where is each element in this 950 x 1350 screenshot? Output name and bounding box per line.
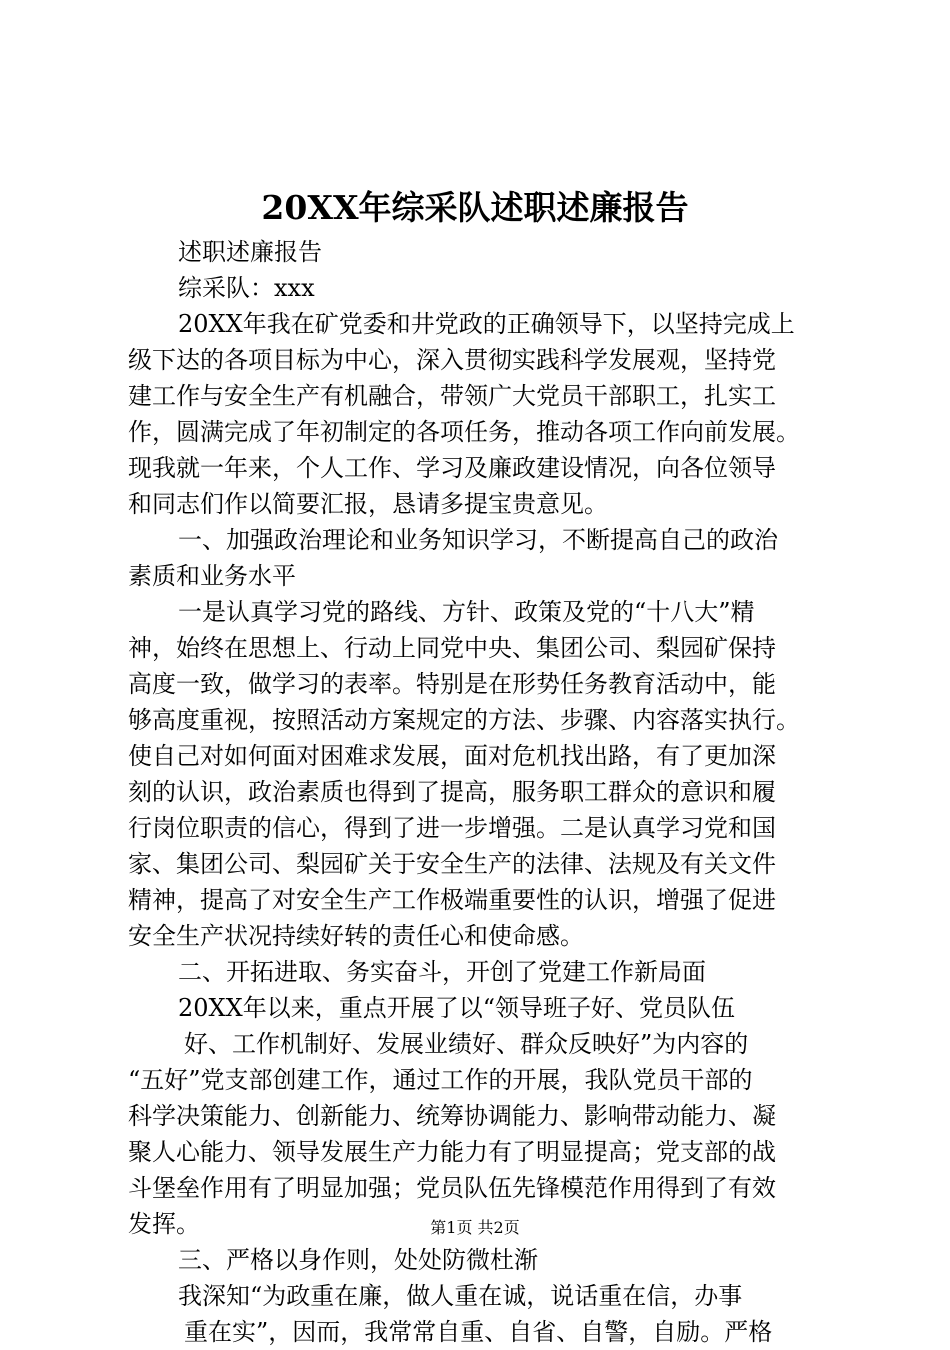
body-line: 使自己对如何面对困难求发展，面对危机找出路，有了更加深	[128, 742, 776, 770]
body-line: 述职述廉报告	[178, 238, 322, 266]
body-line: 斗堡垒作用有了明显加强；党员队伍先锋模范作用得到了有效	[128, 1174, 776, 1202]
section-heading: 三、严格以身作则，处处防微杜渐	[178, 1246, 538, 1274]
body-line: 和同志们作以简要汇报，恳请多提宝贵意见。	[128, 490, 608, 518]
body-line: 好、工作机制好、发展业绩好、群众反映好”为内容的	[184, 1030, 749, 1058]
body-line: 建工作与安全生产有机融合，带领广大党员干部职工，扎实工	[128, 382, 776, 410]
body-line: 刻的认识，政治素质也得到了提高，服务职工群众的意识和履	[128, 778, 776, 806]
document-title: 20XX年综采队述职述廉报告	[261, 188, 689, 227]
body-line: 20XX年我在矿党委和井党政的正确领导下，以坚持完成上	[178, 310, 795, 338]
body-line: 精神，提高了对安全生产工作极端重要性的认识，增强了促进	[128, 886, 776, 914]
page-number: 第1页 共2页	[430, 1218, 520, 1237]
body-line: 作，圆满完成了年初制定的各项任务，推动各项工作向前发展。	[128, 418, 800, 446]
body-line: 级下达的各项目标为中心，深入贯彻实践科学发展观，坚持党	[128, 346, 776, 374]
body-line: 现我就一年来，个人工作、学习及廉政建设情况，向各位领导	[128, 454, 776, 482]
body-line: 行岗位职责的信心，得到了进一步增强。二是认真学习党和国	[128, 814, 776, 842]
body-line: 综采队：xxx	[178, 274, 315, 302]
section-heading: 二、开拓进取、务实奋斗，开创了党建工作新局面	[178, 958, 706, 986]
body-line: 重在实”，因而，我常常自重、自省、自警，自励。严格	[184, 1318, 773, 1346]
body-line: “五好”党支部创建工作，通过工作的开展，我队党员干部的	[128, 1066, 753, 1094]
body-line: 够高度重视，按照活动方案规定的方法、步骤、内容落实执行。	[128, 706, 800, 734]
body-line: 20XX年以来，重点开展了以“领导班子好、党员队伍	[178, 994, 735, 1022]
body-line: 神，始终在思想上、行动上同党中央、集团公司、梨园矿保持	[128, 634, 776, 662]
body-line: 我深知“为政重在廉，做人重在诚，说话重在信，办事	[178, 1282, 743, 1310]
body-line: 安全生产状况持续好转的责任心和使命感。	[128, 922, 584, 950]
body-line: 聚人心能力、领导发展生产力能力有了明显提高；党支部的战	[128, 1138, 776, 1166]
section-heading: 一、加强政治理论和业务知识学习，不断提高自己的政治	[178, 526, 778, 554]
section-heading: 素质和业务水平	[128, 562, 296, 590]
body-line: 一是认真学习党的路线、方针、政策及党的“十八大”精	[178, 598, 755, 626]
body-line: 发挥。	[128, 1210, 200, 1238]
body-line: 家、集团公司、梨园矿关于安全生产的法律、法规及有关文件	[128, 850, 776, 878]
body-line: 高度一致，做学习的表率。特别是在形势任务教育活动中，能	[128, 670, 776, 698]
document-body	[128, 234, 848, 1350]
body-line: 科学决策能力、创新能力、统筹协调能力、影响带动能力、凝	[128, 1102, 776, 1130]
